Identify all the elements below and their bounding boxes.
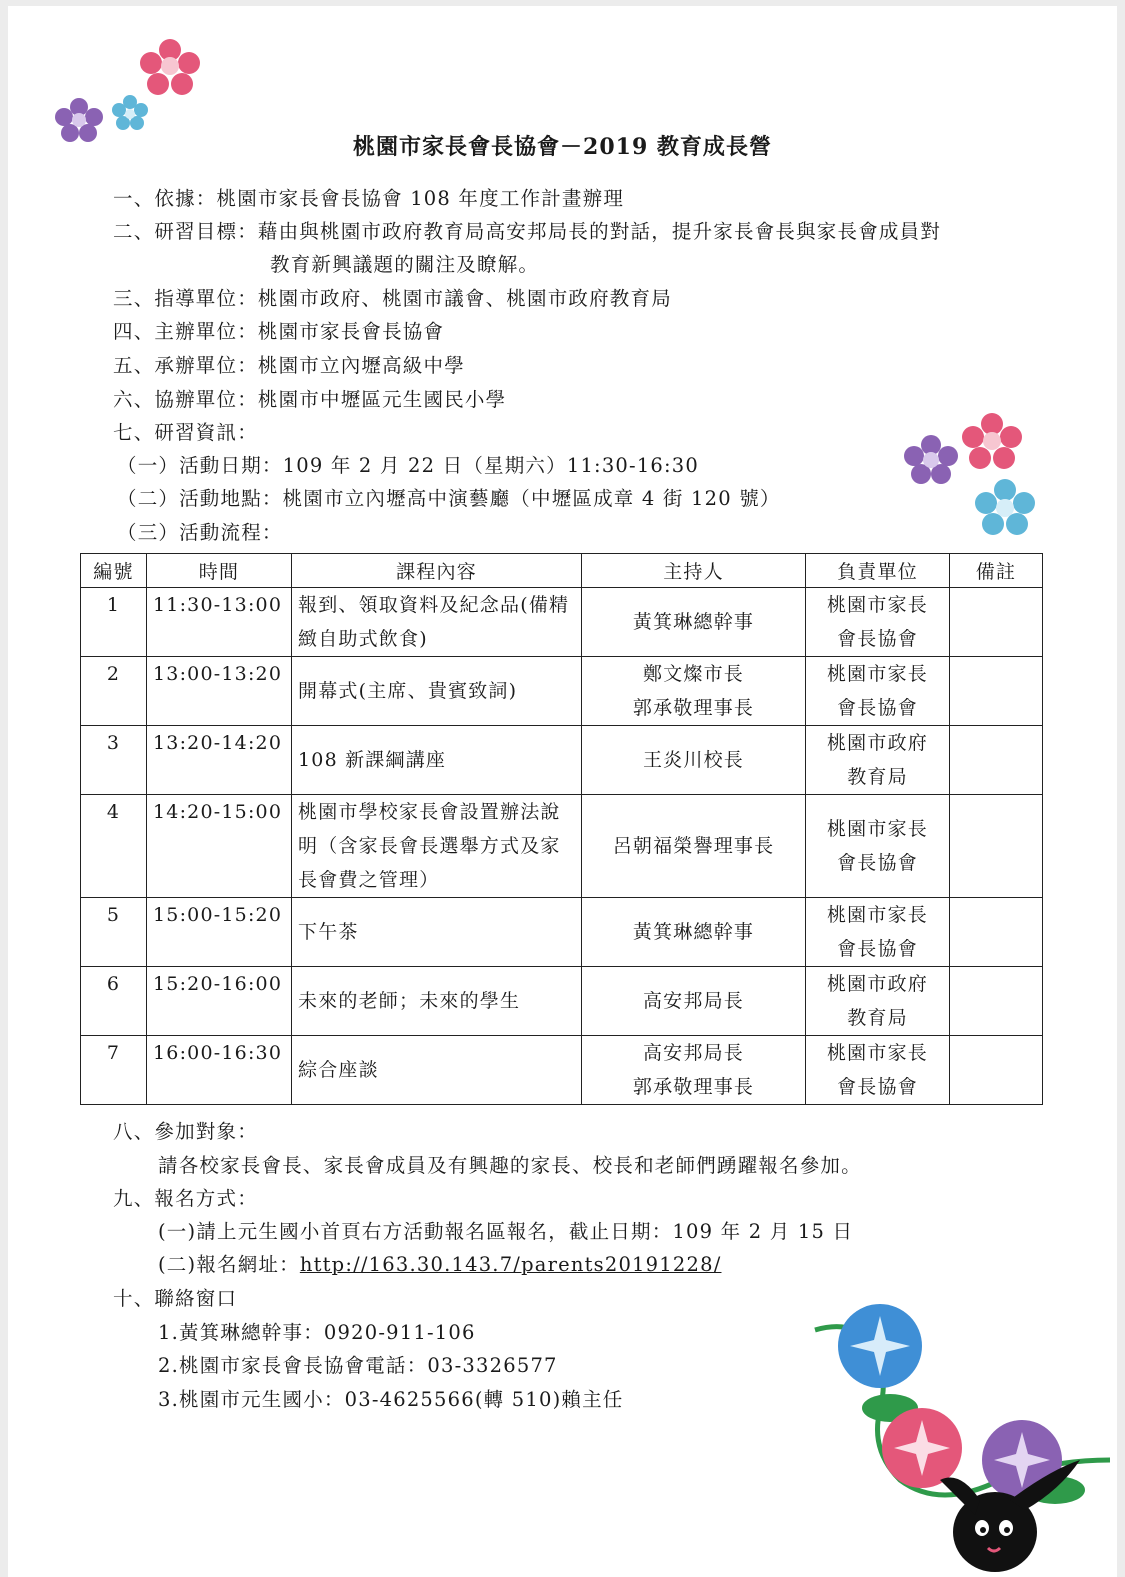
registration-url-label: (二)報名網址： <box>158 1253 300 1276</box>
host-name-2: 郭承敬理事長 <box>632 1076 755 1098</box>
row-host <box>582 588 806 657</box>
unit-line-1: 桃園市家長 <box>826 904 928 926</box>
registration-method-1: (一)請上元生國小首頁右方活動報名區報名，截止日期：109 年 2 月 15 日 <box>158 1220 854 1243</box>
header-number: 編號 <box>81 554 147 588</box>
unit-line-2: 會長協會 <box>837 938 918 960</box>
table-header-row <box>81 554 1043 588</box>
row-host <box>582 967 806 1036</box>
row-time: 11:30-13:00 <box>147 588 292 657</box>
header-host: 主持人 <box>582 554 806 588</box>
row-number: 3 <box>81 726 147 795</box>
training-venue: （二）活動地點：桃園市立內壢高中演藝廳（中壢區成章 4 街 120 號） <box>117 487 781 510</box>
unit-line-1: 桃園市政府 <box>826 973 928 995</box>
participants-text: 請各校家長會長、家長會成員及有興趣的家長、校長和老師們踴躍報名參加。 <box>158 1154 862 1177</box>
row-content: 開幕式(主席、貴賓致詞) <box>292 657 582 726</box>
table-row <box>81 967 1043 1036</box>
header-note: 備註 <box>950 554 1043 588</box>
row-host <box>582 898 806 967</box>
training-schedule-label: （三）活動流程： <box>117 521 283 544</box>
row-unit <box>806 657 950 726</box>
row-note <box>950 726 1043 795</box>
host-name: 呂朝福榮譽理事長 <box>612 835 775 857</box>
blue-flower-icon <box>975 479 1035 535</box>
row-number: 1 <box>81 588 147 657</box>
section-objective: 二、研習目標：藉由與桃園市政府教育局高安邦局長的對話，提升家長會長與家長會成員對 <box>113 220 942 243</box>
blue-flower-icon <box>112 95 148 130</box>
row-unit <box>806 795 950 898</box>
section-objective-cont: 教育新興議題的關注及瞭解。 <box>270 253 540 276</box>
host-name: 黃箕琳總幹事 <box>632 921 755 943</box>
row-host <box>582 657 806 726</box>
row-unit <box>806 726 950 795</box>
unit-line-1: 桃園市家長 <box>826 1042 928 1064</box>
row-unit <box>806 898 950 967</box>
contact-1: 1.黃箕琳總幹事：0920-911-106 <box>158 1321 476 1344</box>
host-name: 王炎川校長 <box>642 749 744 771</box>
section-participants: 八、參加對象： <box>113 1120 258 1143</box>
row-host <box>582 795 806 898</box>
registration-url-link[interactable]: http://163.30.143.7/parents20191228/ <box>299 1253 722 1276</box>
training-date: （一）活動日期：109 年 2 月 22 日（星期六）11:30-16:30 <box>117 454 700 477</box>
table-row <box>81 657 1043 726</box>
row-content: 未來的老師；未來的學生 <box>292 967 582 1036</box>
row-host <box>582 726 806 795</box>
flower-decoration-right <box>900 410 1045 540</box>
section-training-info: 七、研習資訊： <box>113 421 258 444</box>
pink-flower-icon <box>140 39 200 95</box>
table-row <box>81 1036 1043 1105</box>
row-note <box>950 1036 1043 1105</box>
section-basis: 一、依據：桃園市家長會長協會 108 年度工作計畫辦理 <box>113 187 625 210</box>
unit-line-1: 桃園市家長 <box>826 663 928 685</box>
host-name: 高安邦局長 <box>642 990 744 1012</box>
table-row <box>81 588 1043 657</box>
unit-line-1: 桃園市家長 <box>826 818 928 840</box>
section-co-organizer: 六、協辦單位：桃園市中壢區元生國民小學 <box>113 388 507 411</box>
purple-flower-icon <box>904 435 958 484</box>
row-content: 桃園市學校家長會設置辦法說明（含家長會長選舉方式及家長會費之管理） <box>292 795 582 898</box>
morning-glory-decoration <box>810 1300 1117 1577</box>
row-number: 4 <box>81 795 147 898</box>
row-note <box>950 588 1043 657</box>
header-unit: 負責單位 <box>806 554 950 588</box>
host-name: 高安邦局長 <box>642 1042 744 1064</box>
unit-line-1: 桃園市政府 <box>826 732 928 754</box>
section-host-unit: 五、承辦單位：桃園市立內壢高級中學 <box>113 354 465 377</box>
row-note <box>950 795 1043 898</box>
host-name-2: 郭承敬理事長 <box>632 697 755 719</box>
row-unit <box>806 1036 950 1105</box>
row-time: 16:00-16:30 <box>147 1036 292 1105</box>
row-number: 2 <box>81 657 147 726</box>
pink-flower-icon <box>962 413 1022 469</box>
contact-2: 2.桃園市家長會長協會電話：03-3326577 <box>158 1354 558 1377</box>
table-row <box>81 898 1043 967</box>
section-guidance-units: 三、指導單位：桃園市政府、桃園市議會、桃園市政府教育局 <box>113 287 672 310</box>
unit-line-2: 會長協會 <box>837 1076 918 1098</box>
row-number: 7 <box>81 1036 147 1105</box>
schedule-table <box>80 553 1043 1105</box>
section-organizer: 四、主辦單位：桃園市家長會長協會 <box>113 320 445 343</box>
row-time: 13:20-14:20 <box>147 726 292 795</box>
row-host <box>582 1036 806 1105</box>
row-time: 13:00-13:20 <box>147 657 292 726</box>
row-unit <box>806 588 950 657</box>
section-contacts: 十、聯絡窗口 <box>113 1287 238 1310</box>
row-time: 15:20-16:00 <box>147 967 292 1036</box>
unit-line-2: 會長協會 <box>837 628 918 650</box>
table-row <box>81 726 1043 795</box>
row-note <box>950 898 1043 967</box>
row-content: 108 新課綱講座 <box>292 726 582 795</box>
unit-line-1: 桃園市家長 <box>826 594 928 616</box>
unit-line-2: 會長協會 <box>837 697 918 719</box>
page-title: 桃園市家長會長協會－2019 教育成長營 <box>353 134 772 160</box>
header-content: 課程內容 <box>292 554 582 588</box>
row-time: 14:20-15:00 <box>147 795 292 898</box>
registration-method-2 <box>158 1249 721 1277</box>
row-number: 6 <box>81 967 147 1036</box>
host-name: 鄭文燦市長 <box>642 663 744 685</box>
row-content: 綜合座談 <box>292 1036 582 1105</box>
row-number: 5 <box>81 898 147 967</box>
unit-line-2: 教育局 <box>847 766 908 788</box>
contact-3: 3.桃園市元生國小：03-4625566(轉 510)賴主任 <box>158 1388 624 1411</box>
unit-line-2: 會長協會 <box>837 852 918 874</box>
row-content: 下午茶 <box>292 898 582 967</box>
row-content: 報到、領取資料及紀念品(備精緻自助式飲食) <box>292 588 582 657</box>
table-row <box>81 795 1043 898</box>
host-name: 黃箕琳總幹事 <box>632 611 755 633</box>
blue-morning-glory-icon <box>838 1304 922 1388</box>
row-note <box>950 657 1043 726</box>
section-registration: 九、報名方式： <box>113 1187 258 1210</box>
row-note <box>950 967 1043 1036</box>
unit-line-2: 教育局 <box>847 1007 908 1029</box>
header-time: 時間 <box>147 554 292 588</box>
pink-morning-glory-icon <box>882 1408 962 1488</box>
row-unit <box>806 967 950 1036</box>
row-time: 15:00-15:20 <box>147 898 292 967</box>
